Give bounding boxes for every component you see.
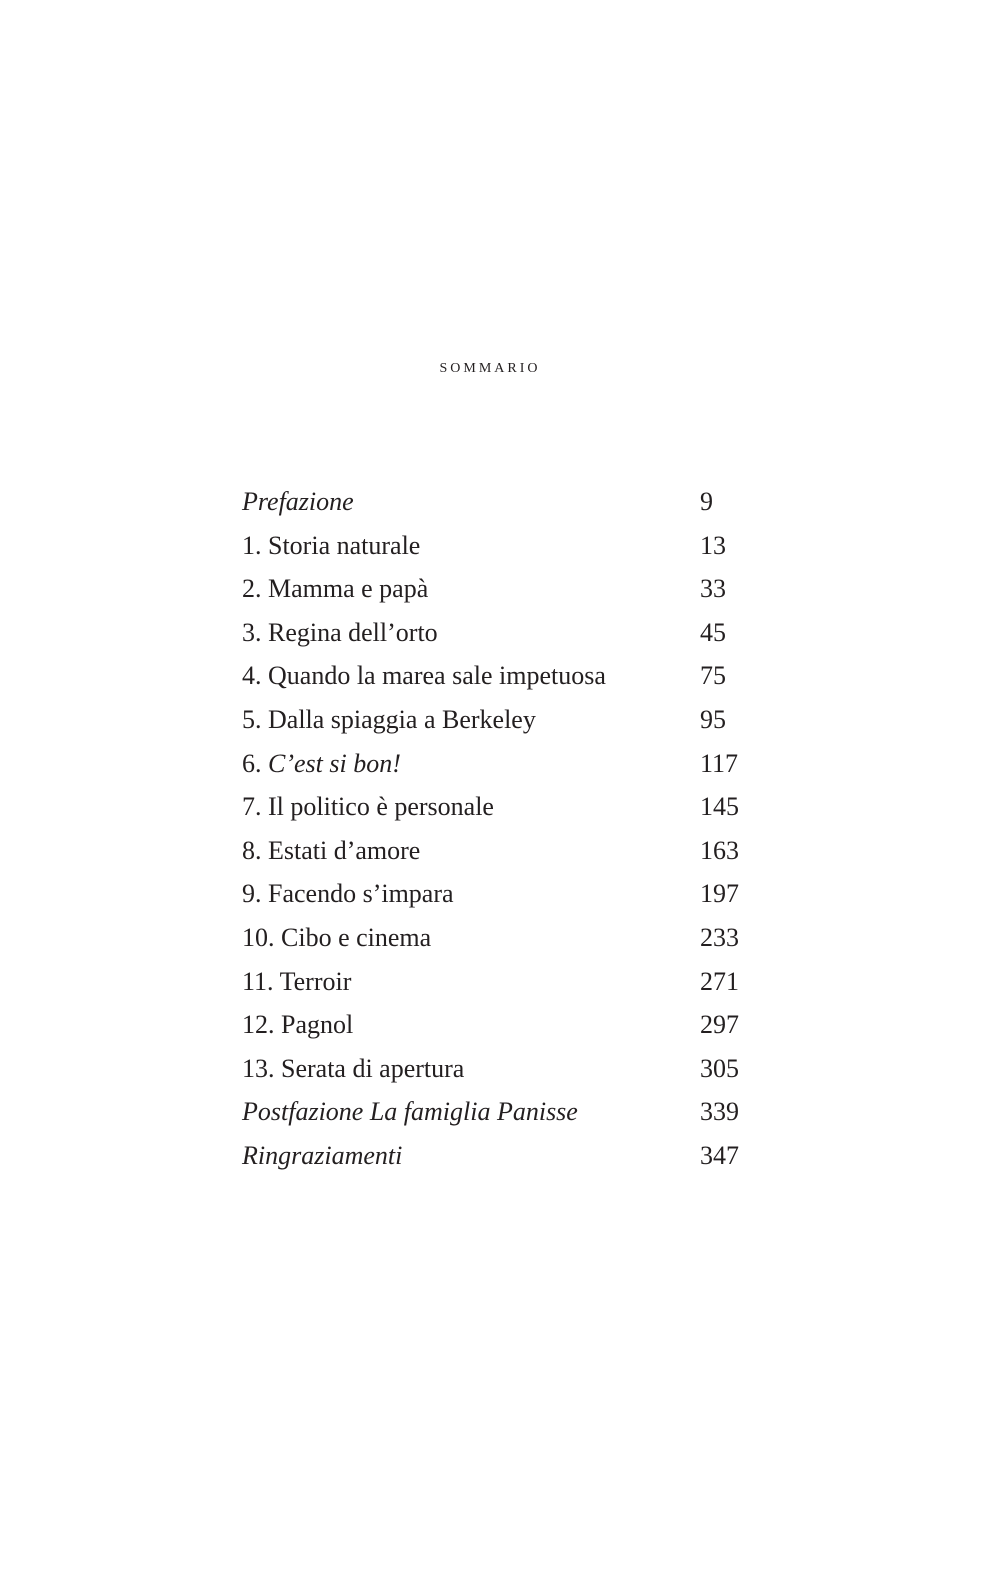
toc-entry-title: Regina dell’orto: [268, 617, 438, 647]
toc-entry-page: 297: [700, 1010, 739, 1040]
toc-entry-label: [242, 960, 700, 1004]
toc-entry-title: Quando la marea sale impetuosa: [268, 661, 606, 691]
toc-entry-number: 3.: [242, 617, 268, 647]
toc-entry-label: [242, 829, 700, 873]
toc-entry-number: 1.: [242, 530, 268, 560]
toc-entry-title: Postfazione La famiglia Panisse: [242, 1097, 578, 1127]
toc-entry-number: 2.: [242, 574, 268, 604]
toc-entry-label: [242, 611, 700, 655]
toc-entry-title: Il politico è personale: [268, 792, 494, 822]
toc-entry-prefazione[interactable]: [242, 480, 762, 524]
toc-entry-number: 7.: [242, 792, 268, 822]
toc-entry-label: [242, 698, 700, 742]
toc-entry-number: 8.: [242, 835, 268, 865]
toc-entry-page: 33: [700, 574, 726, 604]
toc-entry-chapter-5[interactable]: [242, 698, 762, 742]
toc-entry-chapter-12[interactable]: [242, 1003, 762, 1047]
toc-entry-title: Estati d’amore: [268, 835, 421, 865]
toc-entry-number: 10.: [242, 922, 281, 952]
toc-entry-page: 95: [700, 704, 726, 734]
toc-entry-chapter-1[interactable]: [242, 524, 762, 568]
toc-entry-label: [242, 567, 700, 611]
toc-entry-chapter-4[interactable]: [242, 654, 762, 698]
toc-entry-chapter-10[interactable]: [242, 916, 762, 960]
toc-entry-number: 11.: [242, 966, 280, 996]
toc-entry-postfazione[interactable]: [242, 1090, 762, 1134]
toc-entry-label: [242, 916, 700, 960]
toc-entry-chapter-2[interactable]: [242, 567, 762, 611]
toc-entry-chapter-8[interactable]: [242, 829, 762, 873]
toc-entry-title: Prefazione: [242, 487, 354, 516]
toc-entry-page: 145: [700, 792, 739, 822]
toc-entry-chapter-7[interactable]: [242, 785, 762, 829]
toc-entry-chapter-6[interactable]: [242, 742, 762, 786]
toc-entry-chapter-3[interactable]: [242, 611, 762, 655]
toc-entry-label: [242, 480, 700, 524]
toc-entry-title: Facendo s’impara: [268, 879, 454, 909]
toc-entry-page: 117: [700, 748, 739, 778]
toc-entry-number: 13.: [242, 1053, 281, 1083]
toc-entry-label: [242, 742, 700, 786]
toc-entry-page: 9: [700, 487, 713, 516]
toc-entry-title: Ringraziamenti: [242, 1140, 403, 1170]
toc-entry-page: 75: [700, 661, 726, 691]
toc-entry-number: 4.: [242, 661, 268, 691]
toc-entry-label: [242, 1047, 700, 1091]
toc-entry-page: 305: [700, 1053, 739, 1083]
toc-entry-page: 339: [700, 1097, 739, 1127]
toc-entry-page: 233: [700, 922, 739, 952]
toc-entry-number: 9.: [242, 879, 268, 909]
toc-entry-ringraziamenti[interactable]: [242, 1134, 762, 1178]
toc-entry-label: [242, 1090, 700, 1134]
toc-entry-page: 271: [700, 966, 739, 996]
toc-entry-label: [242, 654, 700, 698]
toc-entry-page: 13: [700, 530, 726, 560]
table-of-contents: [242, 480, 762, 1178]
toc-entry-label: [242, 1003, 700, 1047]
toc-entry-page: 347: [700, 1140, 739, 1170]
toc-entry-label: [242, 785, 700, 829]
toc-entry-title: Dalla spiaggia a Berkeley: [268, 704, 536, 734]
toc-entry-page: 45: [700, 617, 726, 647]
toc-entry-chapter-9[interactable]: [242, 872, 762, 916]
toc-entry-chapter-11[interactable]: [242, 960, 762, 1004]
toc-entry-label: [242, 524, 700, 568]
toc-entry-label: [242, 872, 700, 916]
toc-entry-number: 6.: [242, 748, 268, 778]
toc-entry-title: Serata di apertura: [281, 1053, 465, 1083]
toc-entry-number: 12.: [242, 1010, 281, 1040]
toc-entry-page: 197: [700, 879, 739, 909]
toc-entry-title: Cibo e cinema: [281, 922, 432, 952]
toc-entry-label: [242, 1134, 700, 1178]
toc-entry-title: Pagnol: [281, 1010, 354, 1040]
toc-entry-chapter-13[interactable]: [242, 1047, 762, 1091]
toc-entry-title: Storia naturale: [268, 530, 421, 560]
page-title: sommario: [439, 355, 541, 377]
toc-entry-title: Mamma e papà: [268, 574, 429, 604]
toc-entry-page: 163: [700, 835, 739, 865]
toc-entry-title: C’est si bon!: [268, 748, 401, 778]
toc-entry-number: 5.: [242, 704, 268, 734]
toc-entry-title: Terroir: [279, 966, 352, 996]
